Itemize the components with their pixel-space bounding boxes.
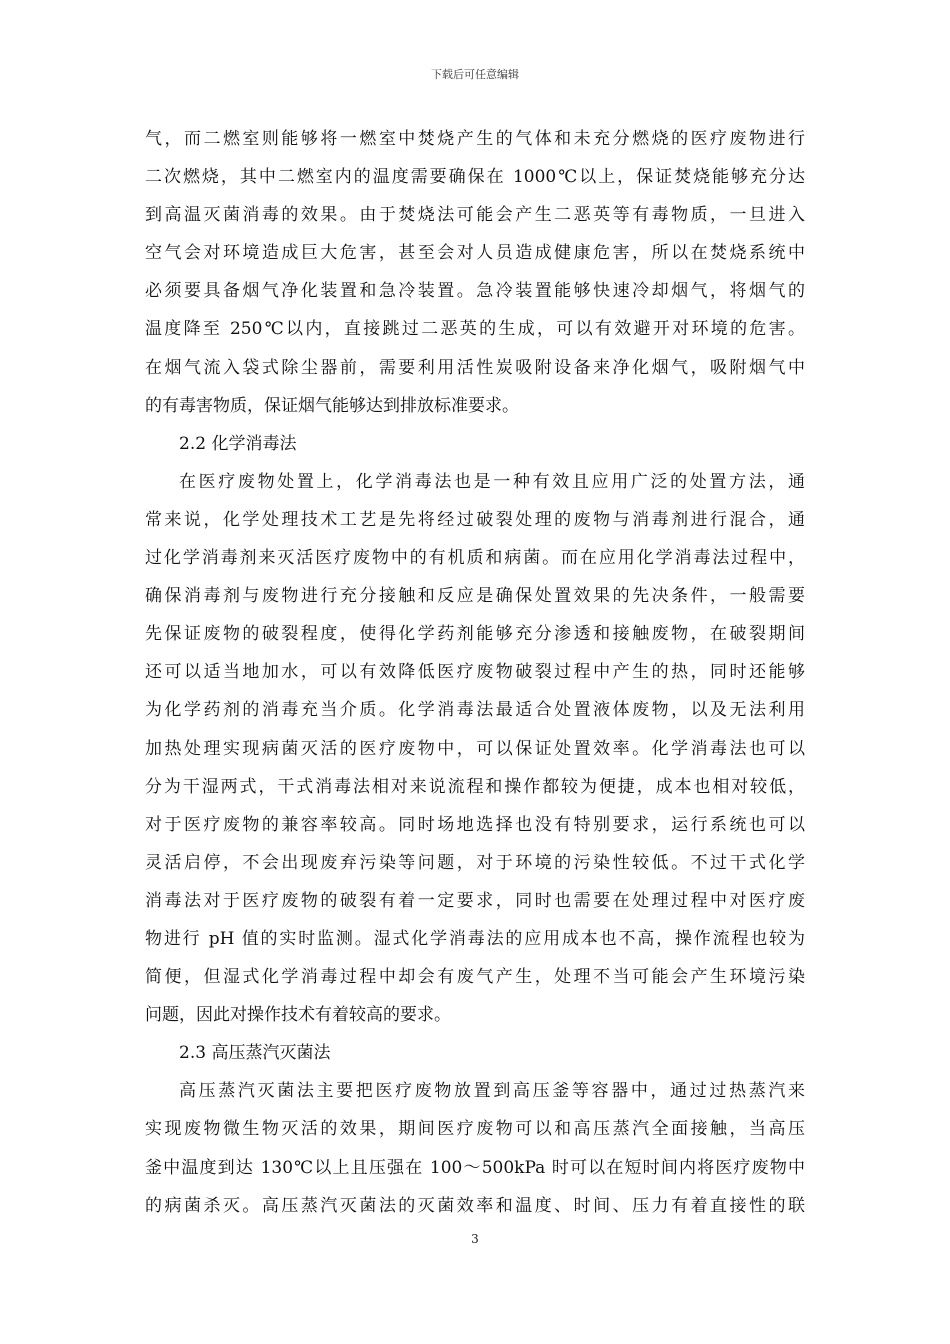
- text-line: 简便，但湿式化学消毒过程中却会有废气产生，处理不当可能会产生环境污染: [145, 967, 805, 988]
- text-line: 空气会对环境造成巨大危害，甚至会对人员造成健康危害，所以在焚烧系统中: [145, 243, 805, 264]
- text-line: 还可以适当地加水，可以有效降低医疗废物破裂过程中产生的热，同时还能够: [145, 662, 805, 683]
- text-line: 必须要具备烟气净化装置和急冷装置。急冷装置能够快速冷却烟气，将烟气的: [145, 281, 805, 302]
- text-line: 高压蒸汽灭菌法主要把医疗废物放置到高压釜等容器中，通过过热蒸汽来: [179, 1081, 805, 1102]
- page-number: 3: [471, 1232, 479, 1246]
- section-heading: 2.2 化学消毒法: [179, 433, 297, 454]
- body-text: [145, 120, 805, 1225]
- text-line: 为化学药剂的消毒充当介质。化学消毒法最适合处置液体废物，以及无法利用: [145, 700, 805, 721]
- text-line: 问题，因此对操作技术有着较高的要求。: [145, 1005, 451, 1026]
- text-line: 物进行 pH 值的实时监测。湿式化学消毒法的应用成本也不高，操作流程也较为: [145, 928, 805, 949]
- text-line: 温度降至 250℃以内，直接跳过二恶英的生成，可以有效避开对环境的危害。: [145, 319, 805, 340]
- text-line: 二次燃烧，其中二燃室内的温度需要确保在 1000℃以上，保证焚烧能够充分达: [145, 167, 805, 188]
- text-line: 气，而二燃室则能够将一燃室中焚烧产生的气体和未充分燃烧的医疗废物进行: [145, 129, 805, 149]
- text-line: 到高温灭菌消毒的效果。由于焚烧法可能会产生二恶英等有毒物质，一旦进入: [145, 205, 805, 226]
- text-line: 过化学消毒剂来灭活医疗废物中的有机质和病菌。而在应用化学消毒法过程中，: [145, 548, 805, 569]
- text-line: 分为干湿两式，干式消毒法相对来说流程和操作都较为便捷，成本也相对较低，: [145, 776, 805, 797]
- text-line: 的病菌杀灭。高压蒸汽灭菌法的灭菌效率和温度、时间、压力有着直接性的联: [145, 1195, 805, 1216]
- text-line: 常来说，化学处理技术工艺是先将经过破裂处理的废物与消毒剂进行混合，通: [145, 509, 805, 530]
- text-line: 在烟气流入袋式除尘器前，需要利用活性炭吸附设备来净化烟气，吸附烟气中: [145, 357, 805, 378]
- section-heading: 2.3 高压蒸汽灭菌法: [179, 1043, 331, 1064]
- text-line: 消毒法对于医疗废物的破裂有着一定要求，同时也需要在处理过程中对医疗废: [145, 890, 805, 911]
- page-header: 下载后可任意编辑: [431, 68, 519, 81]
- text-line: 确保消毒剂与废物进行充分接触和反应是确保处置效果的先决条件，一般需要: [145, 586, 805, 607]
- text-line: 加热处理实现病菌灭活的医疗废物中，可以保证处置效率。化学消毒法也可以: [145, 738, 805, 759]
- text-line: 先保证废物的破裂程度，使得化学药剂能够充分渗透和接触废物，在破裂期间: [145, 624, 805, 645]
- text-line: 的有毒害物质，保证烟气能够达到排放标准要求。: [145, 395, 519, 416]
- text-line: 釜中温度到达 130℃以上且压强在 100～500kPa 时可以在短时间内将医疗废物中: [145, 1157, 805, 1178]
- text-line: 对于医疗废物的兼容率较高。同时场地选择也没有特别要求，运行系统也可以: [145, 814, 805, 835]
- text-line: 在医疗废物处置上，化学消毒法也是一种有效且应用广泛的处置方法，通: [179, 471, 805, 492]
- text-line: 实现废物微生物灭活的效果，期间医疗废物可以和高压蒸汽全面接触，当高压: [145, 1119, 805, 1140]
- text-line: 灵活启停，不会出现废弃污染等问题，对于环境的污染性较低。不过干式化学: [145, 852, 805, 873]
